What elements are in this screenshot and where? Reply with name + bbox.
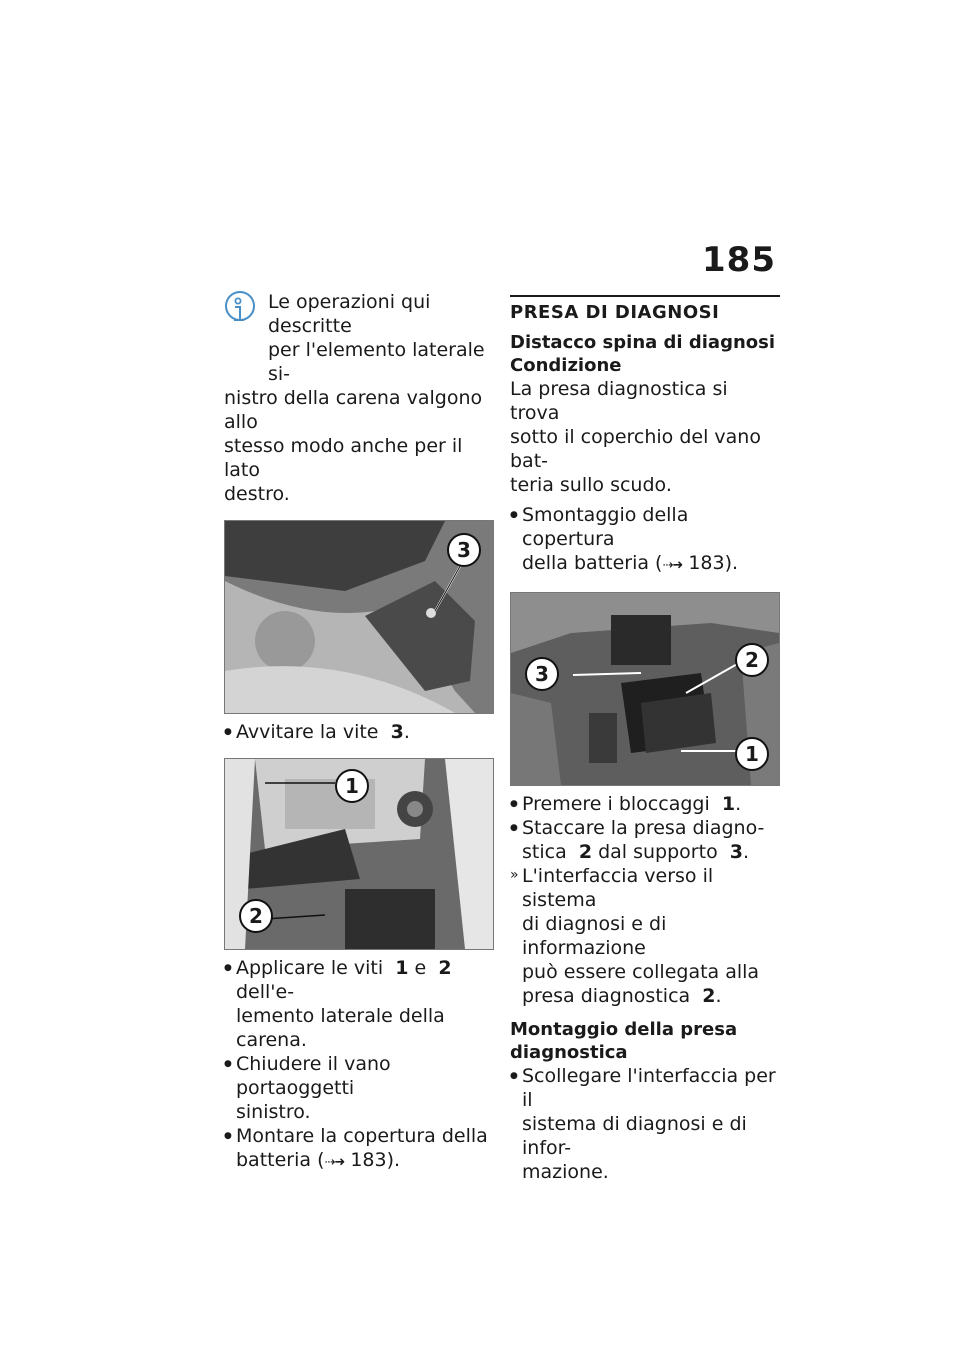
photo-side-panel-screw: [224, 520, 494, 714]
note-line: stesso modo anche per il lato: [224, 435, 463, 481]
step-press-locks: ● Premere i bloccaggi 1.: [510, 792, 780, 816]
photo-storage-compartment: [224, 758, 494, 950]
left-column: [224, 290, 494, 1175]
info-note: [224, 290, 494, 506]
step-apply-screws: ● Applicare le viti 1 e 2 dell'e- lemento laterale della carena.: [224, 956, 494, 1052]
step-close-compartment: ● Chiudere il vano portaoggetti sinistro.: [224, 1052, 494, 1124]
note-line: nistro della carena valgono allo: [224, 387, 483, 433]
condition-title: Condizione: [510, 355, 622, 376]
right-column: [510, 290, 780, 1184]
note-line: Le operazioni qui descritte: [268, 291, 431, 337]
callout-2: 2: [239, 899, 273, 933]
callout-1: 1: [335, 769, 369, 803]
page-number: 185: [702, 240, 776, 280]
step-remove-cover: ● Smontaggio della copertura della batteria (⇢➜ 183).: [510, 503, 780, 578]
callout-2: 2: [735, 643, 769, 677]
step-disconnect-interface: ● Scollegare l'interfaccia per il sistema di diagnosi e di infor- mazione.: [510, 1064, 780, 1184]
step-mount-cover: ● Montare la copertura della batteria (⇢➜ 183).: [224, 1124, 494, 1175]
callout-3: 3: [525, 657, 559, 691]
callout-3: 3: [447, 533, 481, 567]
step-screw: ● Avvitare la vite 3.: [224, 720, 494, 744]
step-detach-socket: ● Staccare la presa diagno- stica 2 dal supporto 3.: [510, 816, 780, 864]
section-title: PRESA DI DIAGNOSI: [510, 295, 780, 325]
reference-arrow-icon: ⇢➜: [324, 1155, 345, 1170]
subsection-title: Distacco spina di diagnosi: [510, 332, 776, 353]
note-line: destro.: [224, 483, 290, 505]
note-line: per l'elemento laterale si-: [268, 339, 485, 385]
reference-arrow-icon: ⇢➜: [662, 558, 683, 573]
subsection-title: Montaggio della presa diagnostica: [510, 1019, 738, 1063]
photo-diagnostic-socket: [510, 592, 780, 786]
result-note: » L'interfaccia verso il sistema di diagnosi e di informazione può essere collegata alla presa diagnostica 2.: [510, 864, 780, 1008]
info-icon: [224, 290, 256, 332]
callout-1: 1: [735, 737, 769, 771]
condition-text: La presa diagnostica si trova sotto il coperchio del vano bat- teria sullo scudo.: [510, 378, 761, 496]
